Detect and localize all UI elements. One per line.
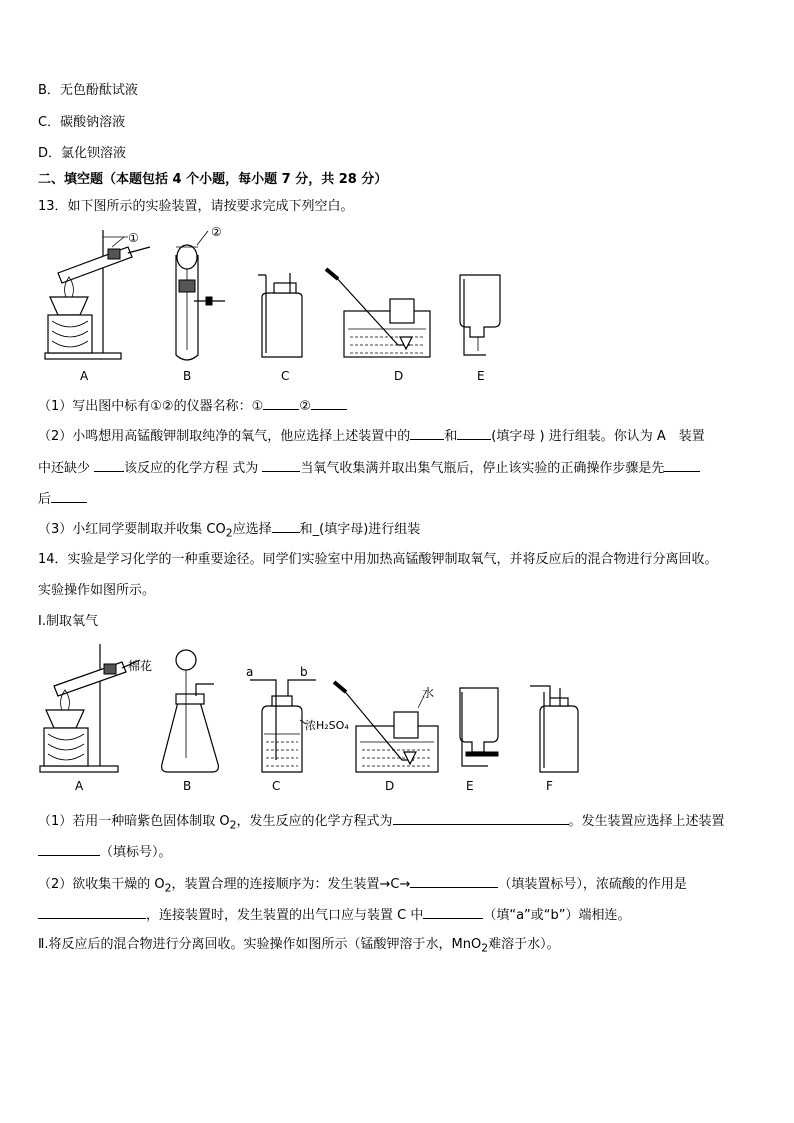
q14-label-e: E: [466, 779, 474, 793]
q13-part2-line2: [38, 458, 700, 478]
svg-text:②: ②: [211, 225, 222, 239]
subscript: 2: [225, 526, 233, 540]
option-d: D．氯化钡溶液: [38, 146, 127, 161]
q13-part2-line1: [38, 426, 705, 446]
q13-part2-text-f: 当氧气收集满并取出集气瓶后，停止该实验的正确操作步骤是先: [300, 461, 665, 476]
q14-p2-text-b: ，装置合理的连接顺序为：发生装置→C→: [171, 877, 411, 892]
q13-part2-line3: [38, 489, 87, 509]
blank-2[interactable]: [311, 396, 347, 410]
subscript: 2: [481, 941, 489, 955]
blank-1[interactable]: [263, 396, 299, 410]
q13-marker-2: [197, 225, 222, 245]
q13-part2-text-d: 中还缺少: [38, 461, 95, 476]
q14-part1-q1-line2: [38, 842, 172, 862]
q14-label-a: A: [75, 779, 84, 793]
q14-part1-q1: [38, 811, 725, 835]
q13-label-b: B: [183, 369, 192, 383]
q14-apparatus-e: [460, 688, 498, 766]
q14-apparatus-f: [530, 686, 578, 772]
q14-part1-q2: [38, 874, 687, 898]
q13-apparatus-a: [45, 230, 150, 359]
subscript: 2: [229, 818, 237, 832]
q13-part3-text-d: (填字母)进行组装: [319, 522, 421, 537]
q14-p2-text-a: （2）欲收集干燥的 O: [38, 877, 165, 892]
section-heading: 二、填空题（本题包括 4 个小题，每小题 7 分，共 28 分）: [38, 172, 388, 187]
q14-p2-text-e: （填“a”或“b”）端相连。: [483, 908, 631, 923]
option-c: C．碳酸钠溶液: [38, 115, 126, 130]
q14-water-label: 水: [422, 686, 435, 700]
blank-11[interactable]: [38, 842, 100, 856]
blank-13[interactable]: [38, 905, 146, 919]
q13-apparatus-b: [176, 245, 225, 360]
q13-part2-text-a: （2）小鸣想用高锰酸钾制取纯净的氧气，他应选择上述装置中的: [38, 429, 411, 444]
q14-label-f: F: [546, 779, 553, 793]
svg-text:①: ①: [128, 231, 139, 245]
blank-5[interactable]: [94, 458, 124, 472]
blank-6[interactable]: [262, 458, 300, 472]
q13-part3-text-c: 和_: [299, 522, 320, 537]
q14-p1-text-a: （1）若用一种暗紫色固体制取 O: [38, 814, 230, 829]
q13-part3-text-a: （3）小红同学要制取并收集 CO: [38, 522, 226, 537]
q13-label-e: E: [477, 369, 485, 383]
q13-part2-text-b: 和: [444, 429, 458, 444]
q14-p1-text-b: ，发生反应的化学方程式为: [236, 814, 393, 829]
q13-label-d: D: [394, 369, 404, 383]
q14-apparatus-a: [40, 644, 140, 772]
q13-apparatus-c: [258, 273, 302, 357]
q13-figure: [0, 225, 794, 385]
q13-part3-text-b: 应选择: [232, 522, 272, 537]
q13-stem: 13．如下图所示的实验装置，请按要求完成下列空白。: [38, 199, 354, 214]
q13-part1-text-b: ②: [299, 399, 311, 414]
q13-part2-text-c: (填字母 ) 进行组装。你认为 A 装置: [491, 429, 705, 444]
q14-part1-title: Ⅰ.制取氧气: [38, 614, 98, 629]
q14-cotton-label: 棉花: [128, 659, 153, 673]
q14-stem-2: 实验操作如图所示。: [38, 583, 156, 598]
q14-part1-q2-line2: [38, 905, 631, 925]
q13-marker-1: [112, 231, 139, 247]
q14-part2-text-a: Ⅱ.将反应后的混合物进行分离回收。实验操作如图所示（锰酸钾溶于水，MnO: [38, 937, 482, 952]
q13-part1: [38, 396, 347, 416]
q13-apparatus-e: [460, 275, 500, 355]
q13-part3: [38, 519, 420, 543]
q13-apparatus-d: [326, 269, 430, 357]
blank-10[interactable]: [393, 811, 569, 825]
blank-8[interactable]: [51, 489, 87, 503]
blank-14[interactable]: [423, 905, 483, 919]
q13-part2-text-e: 该反应的化学方程 式为: [124, 461, 263, 476]
q14-part2-title: [38, 936, 560, 958]
q14-figure: [0, 640, 794, 800]
q14-apparatus-b: [162, 650, 219, 772]
q14-label-c: C: [272, 779, 281, 793]
q14-p2-text-d: ，连接装置时，发生装置的出气口应与装置 C 中: [146, 908, 424, 923]
q14-p1-text-d: （填标号）。: [100, 845, 172, 860]
q13-label-c: C: [281, 369, 290, 383]
q14-label-b: B: [183, 779, 192, 793]
blank-4[interactable]: [457, 426, 491, 440]
blank-12[interactable]: [410, 874, 498, 888]
option-b: B．无色酚酞试液: [38, 83, 138, 98]
blank-3[interactable]: [410, 426, 444, 440]
q13-part1-text: （1）写出图中标有①②的仪器名称：①: [38, 399, 264, 414]
q14-part2-text-b: 难溶于水）。: [488, 937, 560, 952]
blank-7[interactable]: [664, 458, 700, 472]
q14-port-a: a: [246, 665, 254, 679]
q14-p2-text-c: （填装置标号），浓硫酸的作用是: [498, 877, 687, 892]
q13-part2-text-g: 后: [38, 492, 52, 507]
subscript: 2: [164, 881, 172, 895]
q14-p1-text-c: 。发生装置应选择上述装置: [568, 814, 725, 829]
q13-label-a: A: [80, 369, 89, 383]
q14-stem-1: 14．实验是学习化学的一种重要途径。同学们实验室中用加热高锰酸钾制取氧气，并将反应后的混合物进行分离回收。: [38, 552, 718, 567]
q14-port-b: b: [300, 665, 308, 679]
q14-acid-label: 浓H₂SO₄: [305, 719, 349, 732]
q14-label-d: D: [385, 779, 395, 793]
blank-9[interactable]: [272, 519, 300, 533]
